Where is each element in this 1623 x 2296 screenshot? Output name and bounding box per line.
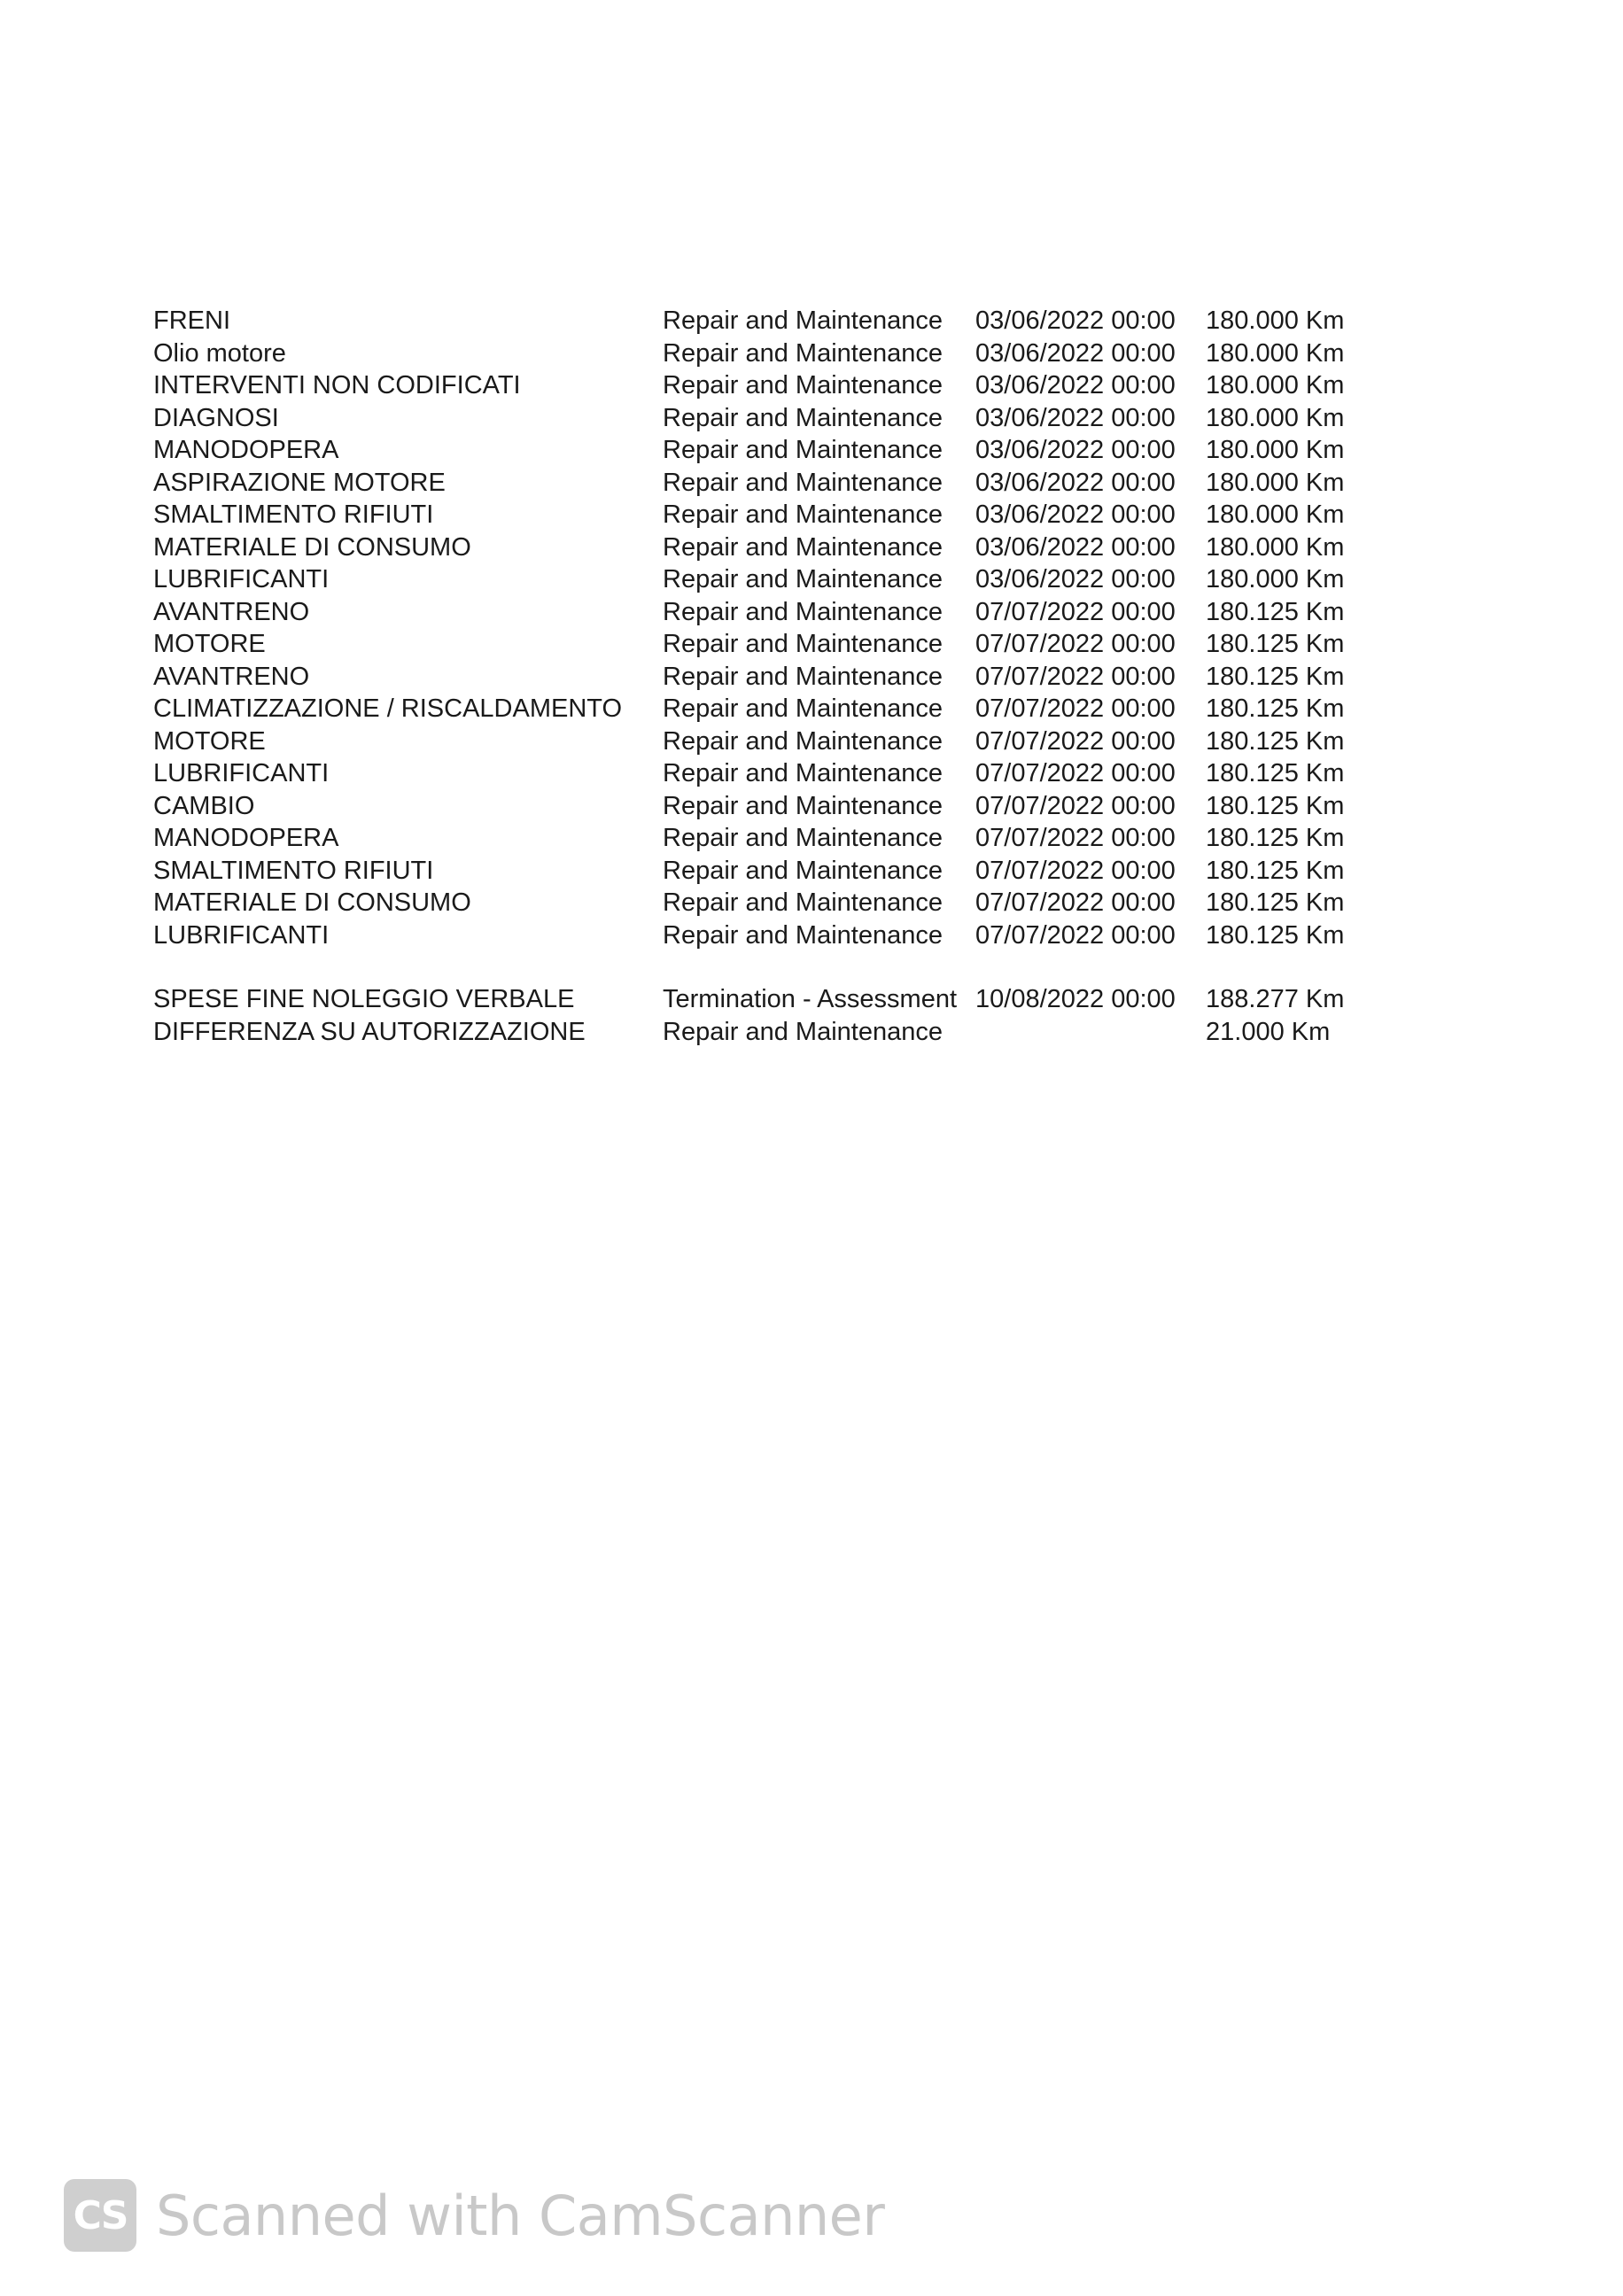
record-type: Repair and Maintenance bbox=[663, 532, 943, 562]
table-row bbox=[153, 919, 1394, 952]
record-description: DIFFERENZA SU AUTORIZZAZIONE bbox=[153, 1017, 586, 1046]
record-km: 180.125 Km bbox=[1206, 694, 1345, 723]
record-date: 07/07/2022 00:00 bbox=[975, 791, 1176, 820]
record-type: Repair and Maintenance bbox=[663, 920, 943, 950]
record-description: MANODOPERA bbox=[153, 436, 339, 464]
table-row bbox=[153, 628, 1394, 661]
watermark-text: Scanned with CamScanner bbox=[156, 2183, 885, 2248]
record-date: 07/07/2022 00:00 bbox=[975, 759, 1176, 787]
record-km: 21.000 Km bbox=[1206, 1017, 1331, 1046]
record-km: 180.000 Km bbox=[1206, 306, 1345, 335]
record-km: 188.277 Km bbox=[1206, 985, 1345, 1013]
record-type: Repair and Maintenance bbox=[663, 694, 943, 723]
table-row bbox=[153, 790, 1394, 823]
record-km: 180.000 Km bbox=[1206, 500, 1345, 529]
record-description: INTERVENTI NON CODIFICATI bbox=[153, 371, 521, 399]
record-description: SPESE FINE NOLEGGIO VERBALE bbox=[153, 985, 575, 1013]
record-date: 03/06/2022 00:00 bbox=[975, 371, 1176, 399]
record-description: MANODOPERA bbox=[153, 824, 339, 852]
record-description: CLIMATIZZAZIONE / RISCALDAMENTO bbox=[153, 694, 623, 723]
record-type: Repair and Maintenance bbox=[663, 662, 943, 691]
record-type: Repair and Maintenance bbox=[663, 888, 943, 917]
record-date: 03/06/2022 00:00 bbox=[975, 468, 1176, 497]
table-row bbox=[153, 855, 1394, 888]
record-description: SMALTIMENTO RIFIUTI bbox=[153, 500, 434, 529]
record-date: 07/07/2022 00:00 bbox=[975, 824, 1176, 852]
record-description: SMALTIMENTO RIFIUTI bbox=[153, 856, 434, 885]
record-type: Repair and Maintenance bbox=[663, 338, 943, 368]
record-km: 180.000 Km bbox=[1206, 403, 1345, 432]
record-description: ASPIRAZIONE MOTORE bbox=[153, 468, 446, 497]
camscanner-watermark bbox=[64, 2179, 884, 2252]
record-description: DIAGNOSI bbox=[153, 403, 279, 432]
record-date: 03/06/2022 00:00 bbox=[975, 436, 1176, 464]
record-description: AVANTRENO bbox=[153, 662, 310, 691]
record-type: Repair and Maintenance bbox=[663, 565, 943, 593]
record-km: 180.000 Km bbox=[1206, 436, 1345, 464]
record-description: LUBRIFICANTI bbox=[153, 565, 330, 593]
record-date: 10/08/2022 00:00 bbox=[975, 985, 1176, 1013]
record-date: 07/07/2022 00:00 bbox=[975, 920, 1176, 950]
table-row bbox=[153, 887, 1394, 919]
record-description: AVANTRENO bbox=[153, 597, 310, 626]
record-type: Repair and Maintenance bbox=[663, 306, 943, 335]
camscanner-logo-icon bbox=[64, 2179, 136, 2252]
record-km: 180.125 Km bbox=[1206, 791, 1345, 820]
record-description: MATERIALE DI CONSUMO bbox=[153, 532, 471, 562]
record-type: Repair and Maintenance bbox=[663, 791, 943, 820]
record-date: 07/07/2022 00:00 bbox=[975, 630, 1176, 658]
record-date: 03/06/2022 00:00 bbox=[975, 565, 1176, 593]
record-description: CAMBIO bbox=[153, 791, 255, 820]
record-date: 03/06/2022 00:00 bbox=[975, 338, 1176, 368]
record-type: Repair and Maintenance bbox=[663, 500, 943, 529]
table-row bbox=[153, 467, 1394, 500]
table-row bbox=[153, 499, 1394, 531]
record-type: Repair and Maintenance bbox=[663, 1017, 943, 1046]
record-date: 07/07/2022 00:00 bbox=[975, 726, 1176, 756]
record-description: MATERIALE DI CONSUMO bbox=[153, 888, 471, 917]
record-km: 180.125 Km bbox=[1206, 824, 1345, 852]
record-description: LUBRIFICANTI bbox=[153, 920, 330, 950]
record-type: Repair and Maintenance bbox=[663, 597, 943, 626]
record-type: Repair and Maintenance bbox=[663, 468, 943, 497]
table-row bbox=[153, 693, 1394, 725]
record-description: Olio motore bbox=[153, 338, 286, 368]
table-row bbox=[153, 531, 1394, 564]
record-type: Repair and Maintenance bbox=[663, 856, 943, 885]
table-row bbox=[153, 402, 1394, 435]
record-type: Repair and Maintenance bbox=[663, 759, 943, 787]
record-date: 07/07/2022 00:00 bbox=[975, 662, 1176, 691]
record-km: 180.000 Km bbox=[1206, 532, 1345, 562]
table-row bbox=[153, 661, 1394, 694]
record-km: 180.125 Km bbox=[1206, 759, 1345, 787]
record-km: 180.125 Km bbox=[1206, 856, 1345, 885]
record-type: Repair and Maintenance bbox=[663, 403, 943, 432]
record-km: 180.000 Km bbox=[1206, 338, 1345, 368]
table-row bbox=[153, 725, 1394, 758]
record-type: Repair and Maintenance bbox=[663, 436, 943, 464]
table-row bbox=[153, 563, 1394, 596]
table-row bbox=[153, 434, 1394, 467]
record-date: 07/07/2022 00:00 bbox=[975, 856, 1176, 885]
record-date: 07/07/2022 00:00 bbox=[975, 888, 1176, 917]
record-km: 180.125 Km bbox=[1206, 662, 1345, 691]
table-row bbox=[153, 757, 1394, 790]
maintenance-records-table bbox=[153, 305, 1394, 1048]
record-km: 180.125 Km bbox=[1206, 630, 1345, 658]
record-description: FRENI bbox=[153, 306, 230, 335]
table-row bbox=[153, 983, 1394, 1016]
record-date: 03/06/2022 00:00 bbox=[975, 532, 1176, 562]
record-type: Repair and Maintenance bbox=[663, 824, 943, 852]
record-date: 03/06/2022 00:00 bbox=[975, 500, 1176, 529]
record-km: 180.125 Km bbox=[1206, 726, 1345, 756]
record-type: Repair and Maintenance bbox=[663, 630, 943, 658]
record-km: 180.000 Km bbox=[1206, 565, 1345, 593]
record-date: 03/06/2022 00:00 bbox=[975, 403, 1176, 432]
table-row bbox=[153, 822, 1394, 855]
record-km: 180.000 Km bbox=[1206, 468, 1345, 497]
record-km: 180.125 Km bbox=[1206, 597, 1345, 626]
record-km: 180.125 Km bbox=[1206, 888, 1345, 917]
camscanner-logo-text: CS bbox=[73, 2192, 128, 2238]
table-row bbox=[153, 337, 1394, 370]
record-description: MOTORE bbox=[153, 726, 266, 756]
table-row bbox=[153, 305, 1394, 337]
record-date: 07/07/2022 00:00 bbox=[975, 597, 1176, 626]
record-description: LUBRIFICANTI bbox=[153, 759, 330, 787]
record-type: Termination - Assessment bbox=[663, 985, 958, 1013]
record-type: Repair and Maintenance bbox=[663, 371, 943, 399]
record-description: MOTORE bbox=[153, 630, 266, 658]
table-row bbox=[153, 1016, 1394, 1049]
record-km: 180.000 Km bbox=[1206, 371, 1345, 399]
record-type: Repair and Maintenance bbox=[663, 726, 943, 756]
table-row bbox=[153, 596, 1394, 629]
record-date: 03/06/2022 00:00 bbox=[975, 306, 1176, 335]
table-row bbox=[153, 369, 1394, 402]
record-date: 07/07/2022 00:00 bbox=[975, 694, 1176, 723]
record-km: 180.125 Km bbox=[1206, 920, 1345, 950]
